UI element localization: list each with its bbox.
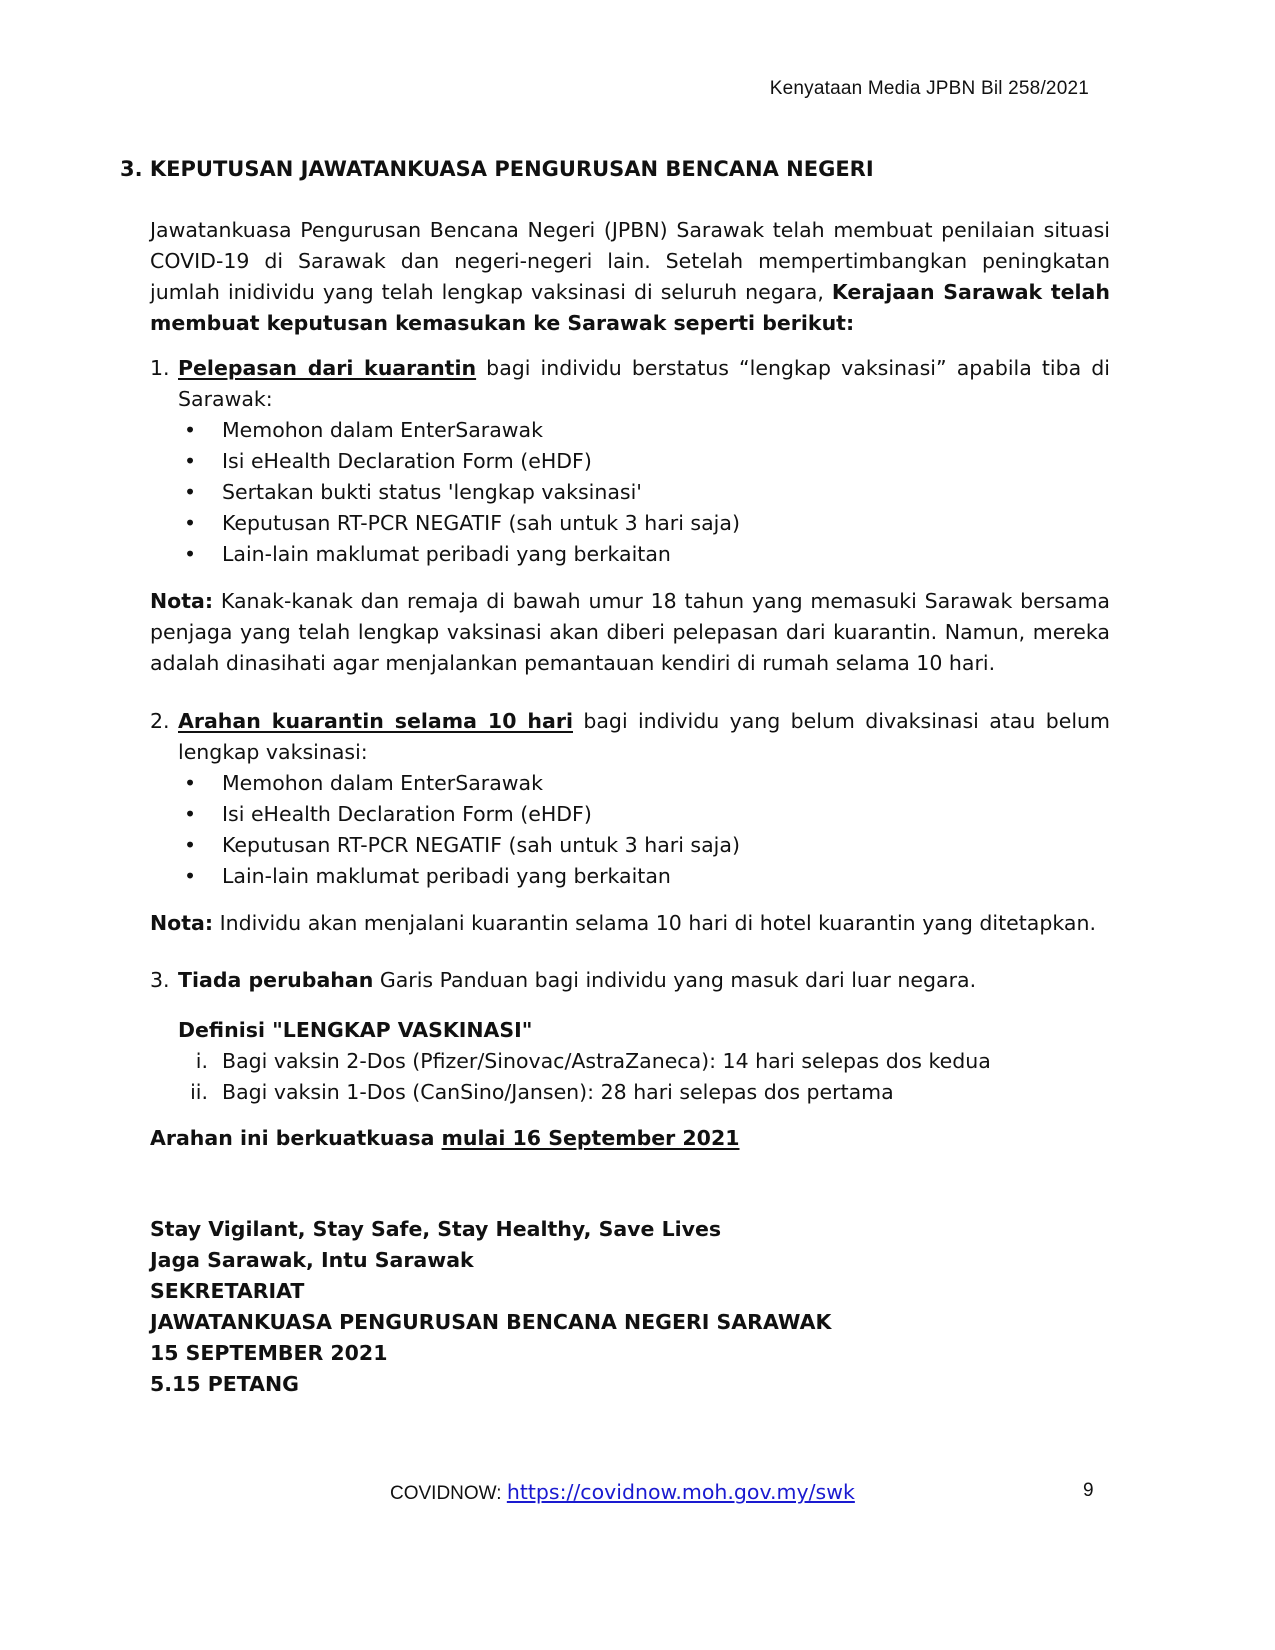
item-number: 3. xyxy=(150,968,170,992)
footer-label: COVIDNOW: xyxy=(390,1483,507,1504)
section-heading: 3. KEPUTUSAN JAWATANKUASA PENGURUSAN BENCANA NEGERI xyxy=(120,157,874,181)
list-item xyxy=(178,1046,1078,1077)
item-title: Tiada perubahan xyxy=(178,968,374,992)
item-title: Arahan kuarantin selama 10 hari xyxy=(178,709,573,733)
signoff-line: 5.15 PETANG xyxy=(150,1372,299,1396)
definition-text: Bagi vaksin 1-Dos (CanSino/Jansen): 28 hari selepas dos pertama xyxy=(222,1080,894,1104)
decision-item-2 xyxy=(150,706,1110,892)
signoff-line: 15 SEPTEMBER 2021 xyxy=(150,1341,388,1365)
definition-block xyxy=(178,1015,1078,1108)
signoff-line: Jaga Sarawak, Intu Sarawak xyxy=(150,1248,474,1272)
item-text: Garis Panduan bagi individu yang masuk dari luar negara. xyxy=(373,968,977,992)
intro-text: Jawatankuasa Pengurusan Bencana Negeri (JPBN) Sarawak telah membuat penilaian situasi COVID-19 di Sarawak dan negeri-negeri lain. Setelah mempertimbangkan peningkatan jumlah inidividu yang telah lengkap vaksinasi di seluruh negara, xyxy=(150,218,1110,304)
requirements-list xyxy=(178,768,1110,892)
roman-numeral: ii. xyxy=(190,1080,208,1104)
list-item: • Lain-lain maklumat peribadi yang berkaitan xyxy=(178,861,1110,892)
note-1 xyxy=(150,586,1110,679)
definition-title: Definisi "LENGKAP VASKINASI" xyxy=(178,1018,533,1042)
signoff-line: JAWATANKUASA PENGURUSAN BENCANA NEGERI SARAWAK xyxy=(150,1310,832,1334)
media-statement-ref: Kenyataan Media JPBN Bil 258/2021 xyxy=(769,78,1089,99)
list-item: • Keputusan RT-PCR NEGATIF (sah untuk 3 hari saja) xyxy=(178,508,1110,539)
covidnow-link[interactable]: https://covidnow.moh.gov.my/swk xyxy=(506,1480,855,1504)
decision-item-3 xyxy=(150,965,1110,996)
signoff-block xyxy=(150,1214,831,1400)
intro-bold: Kerajaan Sarawak telah membuat keputusan kemasukan ke Sarawak seperti berikut: xyxy=(150,280,1110,335)
list-item: • Isi eHealth Declaration Form (eHDF) xyxy=(178,799,1110,830)
signoff-line: Stay Vigilant, Stay Safe, Stay Healthy, Save Lives xyxy=(150,1217,722,1241)
list-item xyxy=(178,1077,1078,1108)
list-item: • Memohon dalam EnterSarawak xyxy=(178,768,1110,799)
effective-date-value: mulai 16 September 2021 xyxy=(441,1126,740,1150)
decision-item-1 xyxy=(150,353,1110,570)
roman-numeral: i. xyxy=(195,1049,208,1073)
requirements-list xyxy=(178,415,1110,570)
note-2 xyxy=(150,908,1110,939)
item-number: 2. xyxy=(150,709,170,733)
effective-date xyxy=(150,1126,739,1150)
list-item: • Lain-lain maklumat peribadi yang berkaitan xyxy=(178,539,1110,570)
note-text: Individu akan menjalani kuarantin selama 10 hari di hotel kuarantin yang ditetapkan. xyxy=(213,911,1096,935)
definition-list xyxy=(178,1046,1078,1108)
item-text: bagi individu yang belum divaksinasi atau belum lengkap vaksinasi: xyxy=(178,709,1110,764)
list-item: • Memohon dalam EnterSarawak xyxy=(178,415,1110,446)
list-item: • Isi eHealth Declaration Form (eHDF) xyxy=(178,446,1110,477)
note-text: Kanak-kanak dan remaja di bawah umur 18 tahun yang memasuki Sarawak bersama penjaga yang telah lengkap vaksinasi akan diberi pelepasan dari kuarantin. Namun, mereka adalah dinasihati agar menjalankan pemantauan kendiri di rumah selama 10 hari. xyxy=(150,589,1110,675)
item-text: bagi individu berstatus “lengkap vaksinasi” apabila tiba di Sarawak: xyxy=(178,356,1111,411)
list-item: • Keputusan RT-PCR NEGATIF (sah untuk 3 hari saja) xyxy=(178,830,1110,861)
signoff-line: SEKRETARIAT xyxy=(150,1279,305,1303)
intro-paragraph xyxy=(150,215,1110,339)
note-label: Nota: xyxy=(150,911,214,935)
item-number: 1. xyxy=(150,356,170,380)
page-number: 9 xyxy=(1083,1480,1094,1501)
list-item: • Sertakan bukti status 'lengkap vaksinasi' xyxy=(178,477,1110,508)
item-title: Pelepasan dari kuarantin xyxy=(178,356,477,380)
effective-prefix: Arahan ini berkuatkuasa xyxy=(150,1126,442,1150)
note-label: Nota: xyxy=(150,589,214,613)
definition-text: Bagi vaksin 2-Dos (Pfizer/Sinovac/AstraZaneca): 14 hari selepas dos kedua xyxy=(222,1049,991,1073)
